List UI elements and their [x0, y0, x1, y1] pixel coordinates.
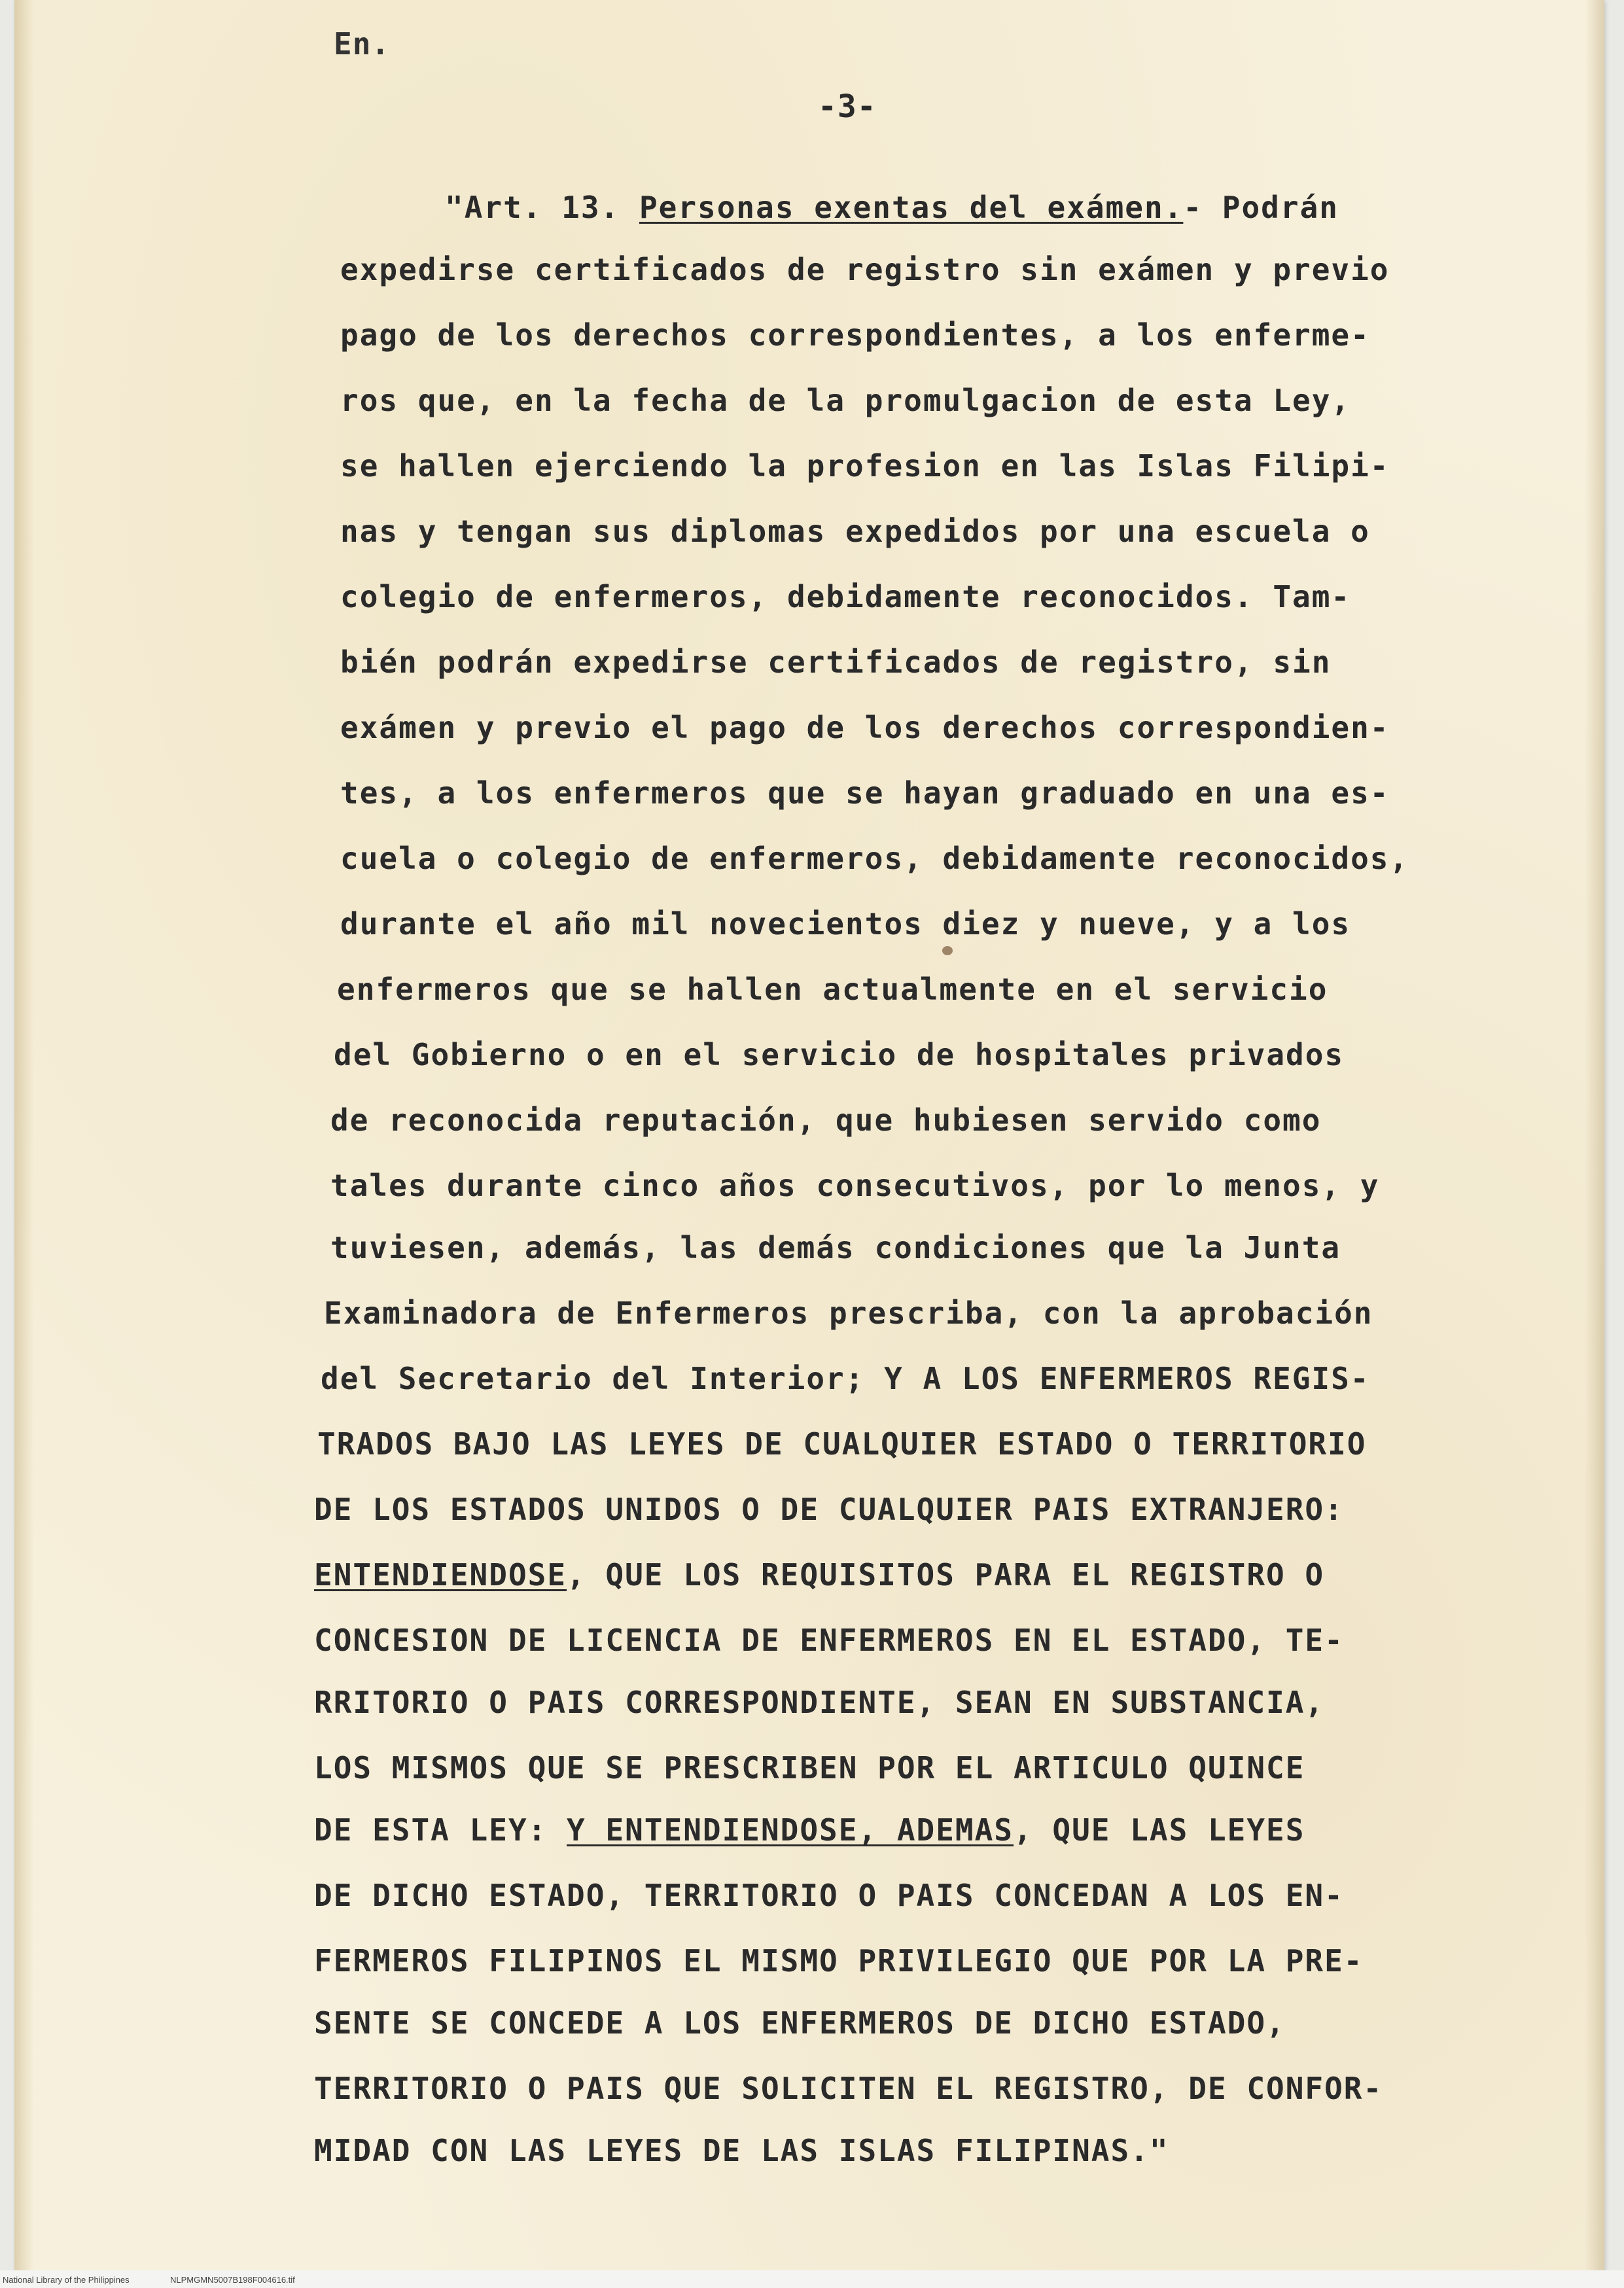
text-line	[314, 1750, 1305, 1786]
line-segment: de reconocida reputación, que hubiesen servido como	[330, 1102, 1322, 1138]
text-line	[340, 644, 1331, 680]
line-segment: durante el año mil novecientos diez y nueve, y a los	[340, 906, 1351, 942]
line-segment: nas y tengan sus diplomas expedidos por una escuela o	[340, 514, 1370, 549]
text-line	[340, 841, 1409, 876]
text-line	[330, 1102, 1321, 1138]
text-line	[314, 1557, 1324, 1593]
line-segment: DE LOS ESTADOS UNIDOS O DE CUALQUIER PAIS EXTRANJERO:	[314, 1492, 1344, 1527]
line-segment: DE DICHO ESTADO, TERRITORIO O PAIS CONCEDAN A LOS EN-	[314, 1878, 1344, 1913]
corner-initials: En.	[334, 26, 391, 62]
line-segment: exámen y previo el pago de los derechos correspondien-	[340, 710, 1390, 745]
line-segment: TERRITORIO O PAIS QUE SOLICITEN EL REGISTRO, DE CONFOR-	[314, 2071, 1383, 2106]
text-line	[314, 1623, 1344, 1658]
line-segment: FERMEROS FILIPINOS EL MISMO PRIVILEGIO QUE POR LA PRE-	[314, 1943, 1364, 1979]
line-segment: tuviesen, además, las demás condiciones que la Junta	[330, 1230, 1341, 1265]
text-line	[445, 190, 1339, 225]
page-edge-shadow-right	[1585, 0, 1604, 2270]
line-segment: , QUE LAS LEYES	[1014, 1812, 1305, 1848]
text-line	[340, 906, 1350, 942]
text-line	[340, 775, 1390, 811]
line-segment: del Gobierno o en el servicio de hospitales privados	[334, 1037, 1345, 1072]
line-segment: bién podrán expedirse certificados de registro, sin	[340, 644, 1332, 680]
underlined-phrase: ENTENDIENDOSE	[314, 1557, 567, 1593]
page-number: -3-	[818, 88, 877, 125]
text-line	[330, 1168, 1380, 1203]
text-line	[324, 1295, 1373, 1331]
line-segment: - Podrán	[1183, 190, 1339, 225]
ink-spot	[942, 946, 953, 955]
line-segment: , QUE LOS REQUISITOS PARA EL REGISTRO O	[567, 1557, 1325, 1593]
page-edge-shadow-left	[14, 0, 34, 2270]
text-line	[314, 2005, 1286, 2041]
line-segment: Examinadora de Enfermeros prescriba, con la aprobación	[324, 1295, 1373, 1331]
line-segment: MIDAD CON LAS LEYES DE LAS ISLAS FILIPINAS."	[314, 2133, 1169, 2168]
text-line	[317, 1426, 1367, 1462]
text-line	[334, 1037, 1344, 1072]
text-line	[314, 1812, 1305, 1848]
text-line	[314, 2071, 1383, 2106]
text-line	[314, 1878, 1344, 1913]
underlined-phrase: Personas exentas del exámen.	[639, 190, 1184, 225]
text-line	[314, 1492, 1344, 1527]
line-segment: ros que, en la fecha de la promulgacion de esta Ley,	[340, 383, 1351, 418]
text-line	[330, 1230, 1341, 1265]
underlined-phrase: Y ENTENDIENDOSE, ADEMAS	[567, 1812, 1014, 1848]
text-line	[314, 1685, 1324, 1720]
line-segment: enfermeros que se hallen actualmente en el servicio	[337, 972, 1328, 1007]
line-segment: tales durante cinco años consecutivos, por lo menos, y	[330, 1168, 1380, 1203]
line-segment: SENTE SE CONCEDE A LOS ENFERMEROS DE DICHO ESTADO,	[314, 2005, 1286, 2041]
line-segment: colegio de enfermeros, debidamente reconocidos. Tam-	[340, 579, 1351, 614]
text-line	[321, 1361, 1370, 1396]
line-segment: DE ESTA LEY:	[314, 1812, 567, 1848]
footer-file-id: NLPMGMN5007B198F004616.tif	[170, 2275, 295, 2285]
text-line	[340, 383, 1350, 418]
footer-institution: National Library of the Philippines	[3, 2275, 130, 2285]
text-line	[340, 317, 1370, 353]
line-segment: expedirse certificados de registro sin exámen y previo	[340, 252, 1390, 287]
line-segment: "Art. 13.	[445, 190, 639, 225]
text-line	[340, 252, 1390, 287]
text-line	[340, 514, 1370, 549]
text-line	[314, 2133, 1169, 2168]
scan-footer	[0, 2270, 1624, 2288]
line-segment: CONCESION DE LICENCIA DE ENFERMEROS EN EL ESTADO, TE-	[314, 1623, 1344, 1658]
line-segment: tes, a los enfermeros que se hayan graduado en una es-	[340, 775, 1390, 811]
text-line	[337, 972, 1328, 1007]
text-line	[340, 710, 1390, 745]
line-segment: LOS MISMOS QUE SE PRESCRIBEN POR EL ARTICULO QUINCE	[314, 1750, 1305, 1786]
line-segment: se hallen ejerciendo la profesion en las Islas Filipi-	[340, 448, 1390, 484]
line-segment: RRITORIO O PAIS CORRESPONDIENTE, SEAN EN SUBSTANCIA,	[314, 1685, 1325, 1720]
line-segment: del Secretario del Interior; Y A LOS ENFERMEROS REGIS-	[321, 1361, 1370, 1396]
text-line	[340, 448, 1390, 484]
line-segment: TRADOS BAJO LAS LEYES DE CUALQUIER ESTADO O TERRITORIO	[317, 1426, 1367, 1462]
text-line	[340, 579, 1350, 614]
text-line	[314, 1943, 1364, 1979]
line-segment: pago de los derechos correspondientes, a los enferme-	[340, 317, 1370, 353]
line-segment: cuela o colegio de enfermeros, debidamente reconocidos,	[340, 841, 1409, 876]
